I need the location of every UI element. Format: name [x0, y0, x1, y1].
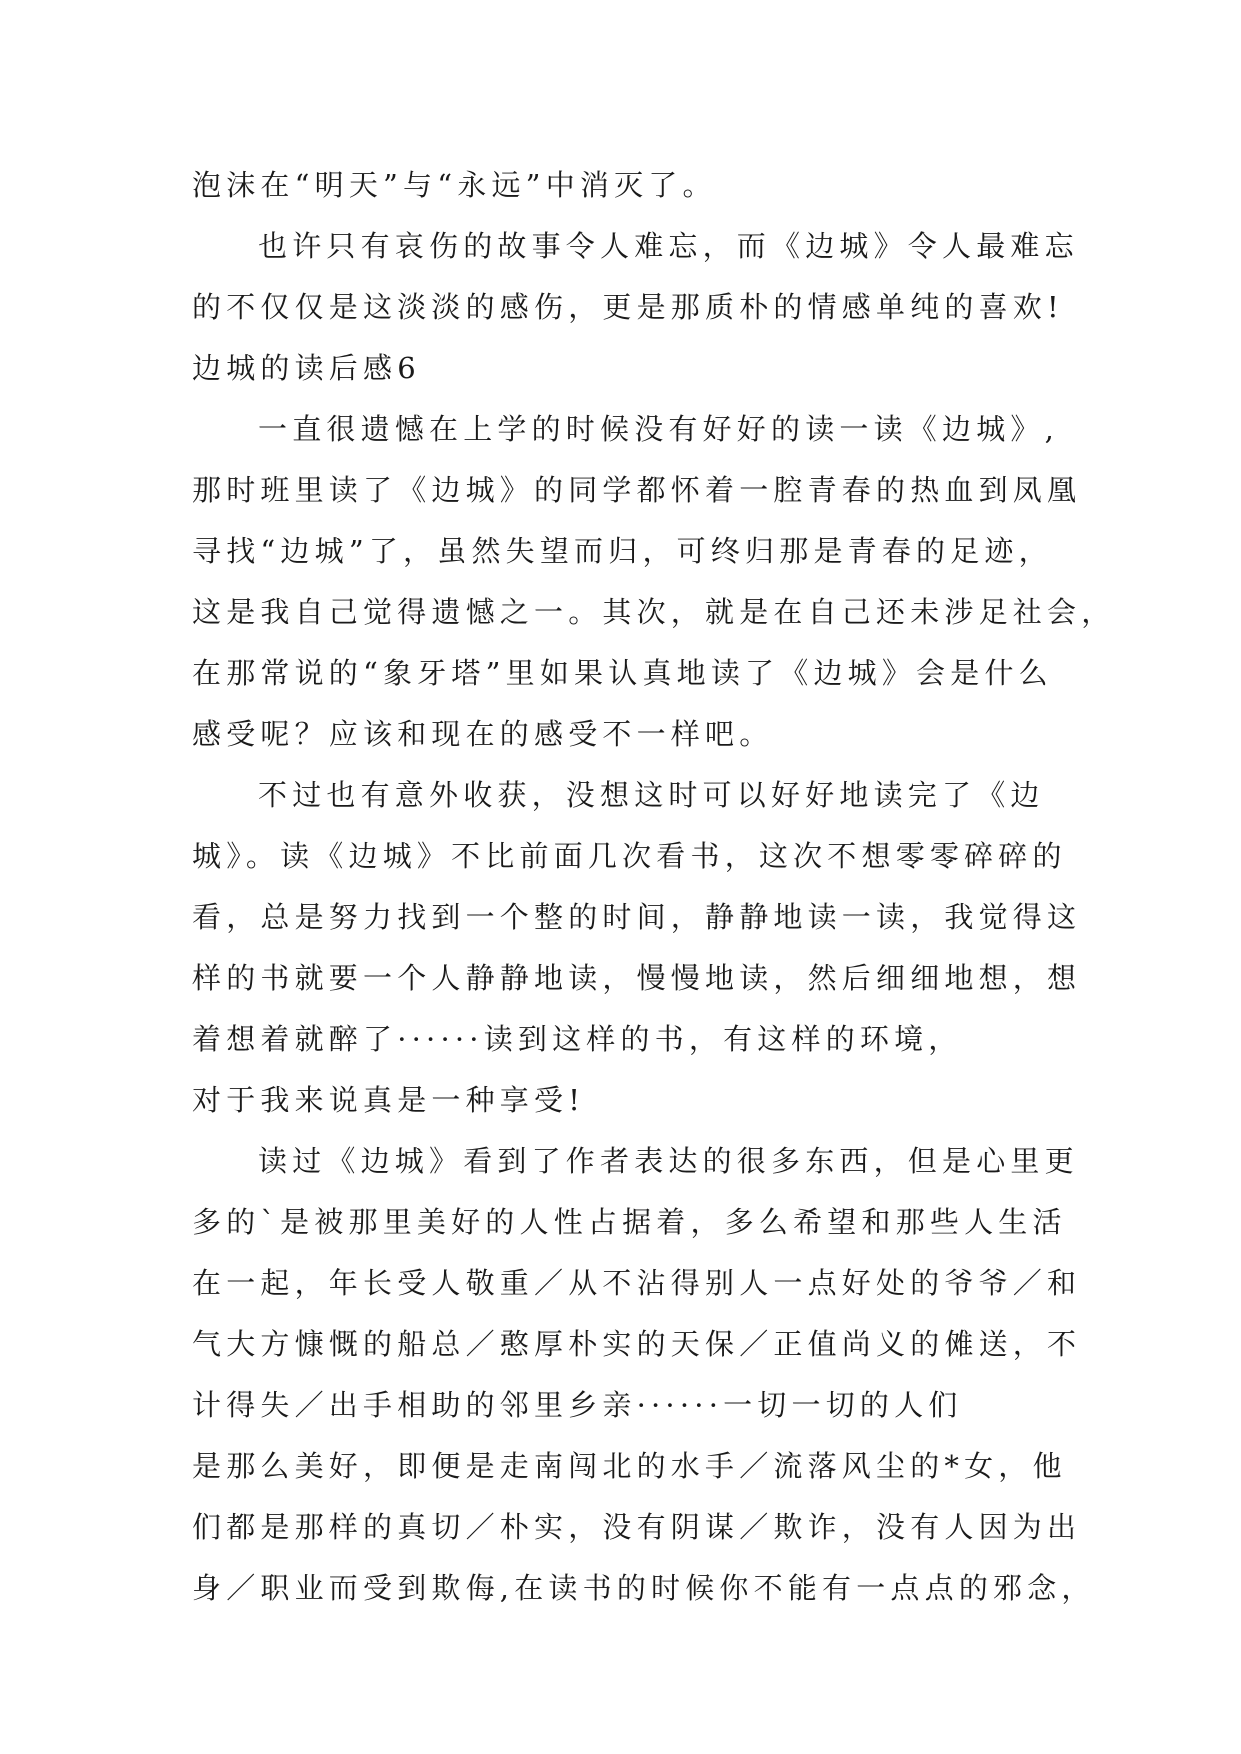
- paragraph-line: 一直很遗憾在上学的时候没有好好的读一读《边城》,: [258, 412, 1060, 446]
- paragraph-line: 不过也有意外收获，没想这时可以好好地读完了《边: [258, 778, 1045, 812]
- section-heading: [192, 338, 1072, 399]
- paragraph-line: 泡沫在“明天”与“永远”中消灭了。: [192, 168, 717, 202]
- paragraph-line: 是那么美好，即便是走南闯北的水手／流落风尘的*女，他: [192, 1449, 1067, 1483]
- paragraph-line: 们都是那样的真切／朴实，没有阴谋／欺诈，没有人因为出: [192, 1510, 1082, 1544]
- paragraph: [192, 399, 1116, 765]
- paragraph-line: 的不仅仅是这淡淡的感伤，更是那质朴的情感单纯的喜欢!: [192, 290, 1064, 324]
- document-body: [192, 155, 1116, 1619]
- paragraph-line: 着想着就醉了······读到这样的书，有这样的环境，: [192, 1022, 963, 1056]
- paragraph-line: 看，总是努力找到一个整的时间，静静地读一读，我觉得这: [192, 900, 1082, 934]
- paragraph-line: 城》。读《边城》不比前面几次看书，这次不想零零碎碎的: [192, 839, 1067, 873]
- paragraph-line: 在那常说的“象牙塔”里如果认真地读了《边城》会是什么: [192, 656, 1053, 690]
- paragraph-line: 寻找“边城”了，虽然失望而归，可终归那是青春的足迹，: [192, 534, 1053, 568]
- heading-text: 边城的读后感6: [192, 351, 421, 385]
- paragraph-line: 那时班里读了《边城》的同学都怀着一腔青春的热血到凤凰: [192, 473, 1082, 507]
- paragraph-line: 感受呢？应该和现在的感受不一样吧。: [192, 717, 774, 751]
- paragraph-line: 也许只有哀伤的故事令人难忘，而《边城》令人最难忘: [258, 229, 1079, 263]
- paragraph: [192, 155, 1072, 216]
- paragraph-line: 多的`是被那里美好的人性占据着，多么希望和那些人生活: [192, 1205, 1067, 1239]
- paragraph-line: 读过《边城》看到了作者表达的很多东西，但是心里更: [258, 1144, 1079, 1178]
- paragraph-line: 样的书就要一个人静静地读，慢慢地读，然后细细地想，想: [192, 961, 1082, 995]
- paragraph-line: 计得失／出手相助的邻里乡亲······一切一切的人们: [192, 1388, 963, 1422]
- paragraph-line: 对于我来说真是一种享受!: [192, 1083, 586, 1117]
- paragraph: [192, 765, 1082, 1131]
- paragraph-line: 这是我自己觉得遗憾之一。其次，就是在自己还未涉足社会，: [192, 595, 1116, 629]
- paragraph: [192, 1131, 1096, 1619]
- paragraph: [192, 216, 1079, 338]
- paragraph-line: 气大方慷慨的船总／憨厚朴实的天保／正值尚义的傩送，不: [192, 1327, 1082, 1361]
- paragraph-line: 身／职业而受到欺侮,在读书的时候你不能有一点点的邪念，: [192, 1571, 1096, 1605]
- paragraph-line: 在一起，年长受人敬重／从不沾得别人一点好处的爷爷／和: [192, 1266, 1082, 1300]
